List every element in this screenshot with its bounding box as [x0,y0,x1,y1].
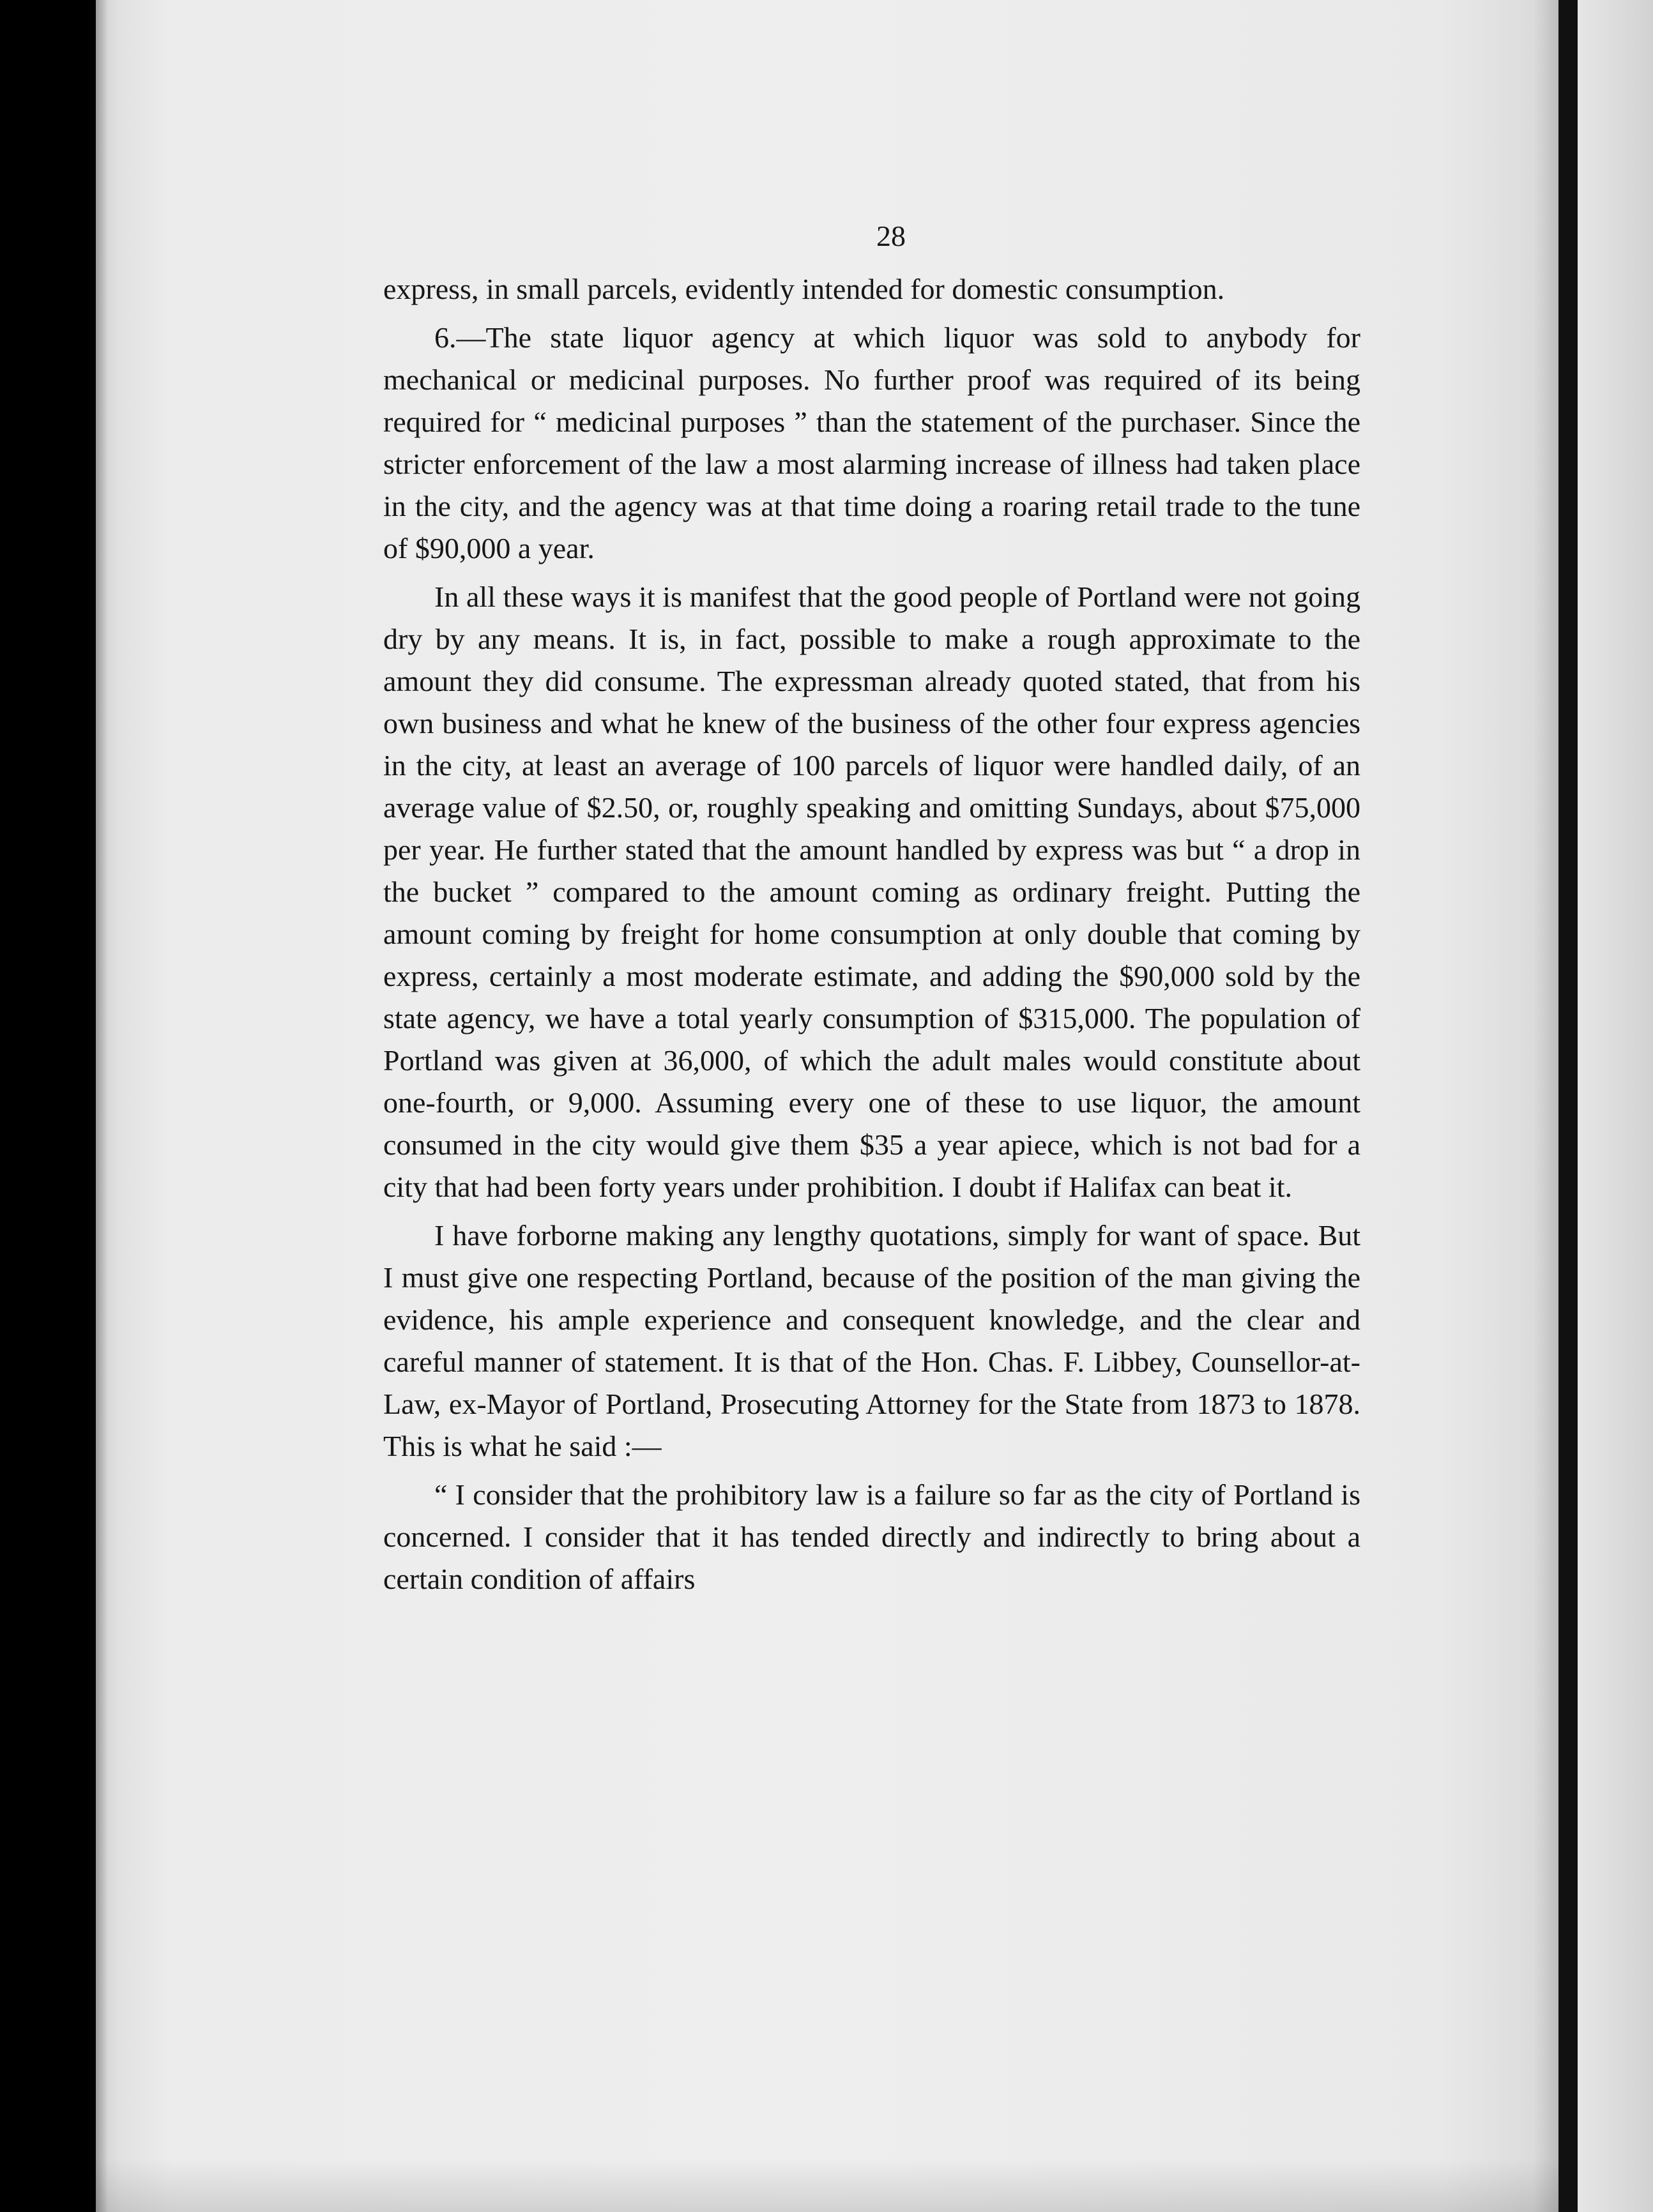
bottom-shadow [96,2158,1558,2212]
page-text [383,217,1360,1607]
paragraph-quotation-intro: I have forborne making any lengthy quotations, simply for want of space. But I must give one respecting Portland, because of the position of the man giving the evidence, his ample experience and consequent knowledge, and the clear and careful manner of statement. It is that of the Hon. Chas. F. Libbey, Counsellor-at-Law, ex-Mayor of Portland, Prosecuting Attorney for the State from 1873 to 1878. This is what he said :— [383,1219,1360,1462]
binding-shadow [1558,0,1578,2212]
page-number: 28 [876,220,906,252]
paragraph-consumption-estimate: In all these ways it is manifest that the good people of Portland were not going dry by any means. It is, in fact, possible to make a rough approximate to the amount they did consume. The expressman already quoted stated, that from his own business and what he knew of the business of the other four express agencies in the city, at least an average of 100 parcels of liquor were handled daily, of an average value of $2.50, or, roughly speaking and omitting Sundays, about $75,000 per year. He further stated that the amount handled by express was but “ a drop in the bucket ” compared to the amount coming as ordinary freight. Putting the amount coming by freight for home consumption at only double that coming by express, certainly a most moderate estimate, and adding the $90,000 sold by the state agency, we have a total yearly consumption of $315,000. The population of Portland was given at 36,000, of which the adult males would constitute about one-fourth, or 9,000. Assuming every one of these to use liquor, the amount consumed in the city would give them $35 a year apiece, which is not bad for a city that had been forty years under prohibition. I doubt if Halifax can beat it. [383,580,1360,1203]
page-left-edge [96,0,107,2212]
paragraph-continuation: express, in small parcels, evidently intended for domestic consumption. [383,273,1225,305]
paragraph-quotation: “ I consider that the prohibitory law is a failure so far as the city of Portland is concerned. I consider that it has tended directly and indirectly to bring about a certain condition of affairs [383,1478,1360,1595]
paragraph-state-agency: 6.—The state liquor agency at which liquor was sold to anybody for mechanical or medicinal purposes. No further proof was required of its being required for “ medicinal purposes ” than the statement of the purchaser. Since the stricter enforcement of the law a most alarming increase of illness had taken place in the city, and the agency was at that time doing a roaring retail trade to the tune of $90,000 a year. [383,321,1360,564]
adjacent-page-strip [1578,0,1653,2212]
page-right-edge [1533,0,1558,2212]
